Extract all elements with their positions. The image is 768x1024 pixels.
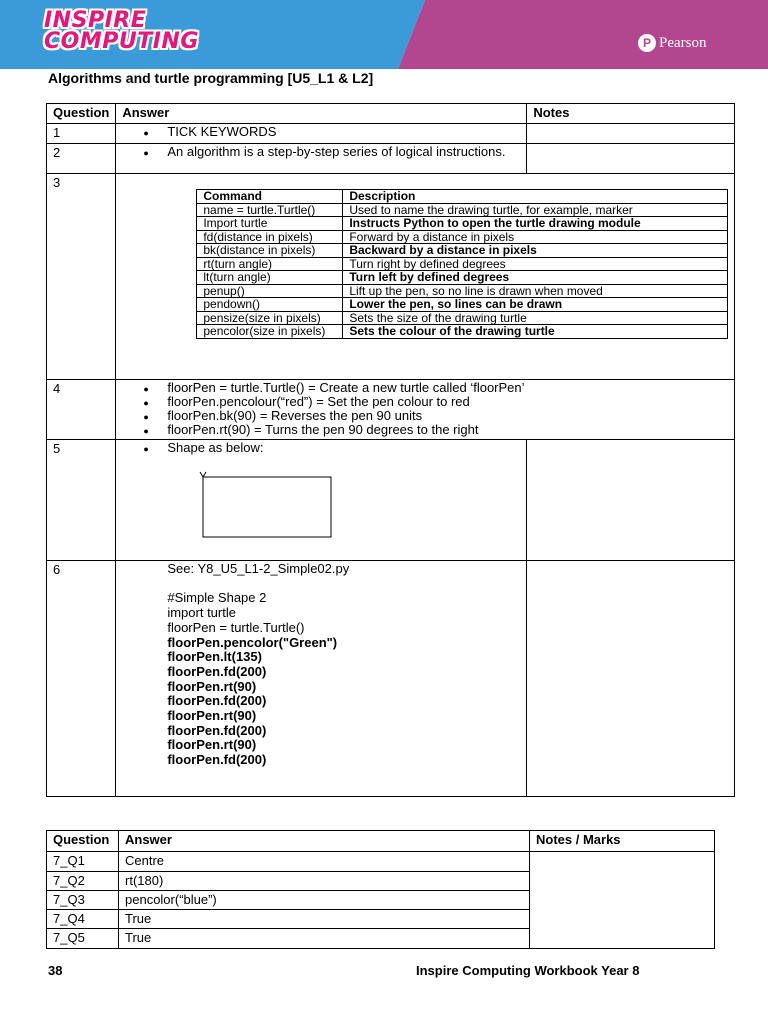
notes-cell: [530, 852, 715, 949]
header-notes: Notes: [527, 104, 735, 124]
command-row: [197, 257, 728, 271]
command-cell: fd(distance in pixels): [197, 230, 343, 244]
code-line: floorPen.pencolor("Green"): [167, 634, 338, 650]
answer-cell: [116, 124, 527, 144]
notes-cell: [527, 561, 735, 797]
question-id: 7_Q4: [47, 910, 119, 929]
code-line: floorPen.fd(200): [167, 722, 267, 738]
code-line: floorPen = turtle.Turtle(): [167, 619, 305, 635]
question-number: 5: [47, 440, 116, 561]
answers-table: [46, 103, 735, 797]
question-id: 7_Q1: [47, 852, 119, 872]
description-cell: Sets the colour of the drawing turtle: [343, 325, 728, 339]
answer-cell: Centre: [119, 852, 530, 872]
command-cell: name = turtle.Turtle(): [197, 203, 343, 217]
header-answer: Answer: [116, 104, 527, 124]
pearson-logo: [638, 34, 707, 52]
answer-cell: [116, 144, 527, 174]
command-row: [197, 271, 728, 285]
code-line: floorPen.fd(200): [167, 663, 267, 679]
notes-cell: [527, 440, 735, 561]
question-id: 7_Q3: [47, 891, 119, 910]
command-row: [197, 244, 728, 258]
description-cell: Turn left by defined degrees: [343, 271, 728, 285]
code-line: floorPen.rt(90): [167, 678, 257, 694]
answer-cell: [116, 174, 735, 380]
command-cell: pencolor(size in pixels): [197, 325, 343, 339]
question-number: 1: [47, 124, 116, 144]
notes-cell: [527, 144, 735, 174]
pearson-wordmark: Pearson: [659, 34, 707, 51]
list-item: ● Shape as below:: [167, 441, 520, 455]
question-number: 3: [47, 174, 116, 380]
footer-title: Inspire Computing Workbook Year 8: [416, 963, 640, 978]
question-id: 7_Q2: [47, 872, 119, 891]
header-question: Question: [47, 831, 119, 852]
command-row: [197, 217, 728, 231]
code-line: floorPen.fd(200): [167, 752, 267, 768]
pearson-icon: P: [638, 34, 656, 52]
page-title: Algorithms and turtle programming [U5_L1 & L2]: [48, 70, 374, 86]
list-item: ● An algorithm is a step-by-step series of logical instructions.: [167, 145, 520, 159]
description-header: Description: [343, 190, 728, 204]
header-notes-marks: Notes / Marks: [530, 831, 715, 852]
answer-cell: [116, 440, 527, 561]
description-cell: Backward by a distance in pixels: [343, 244, 728, 258]
code-line: import turtle: [167, 605, 236, 621]
table-row: [47, 852, 715, 872]
question-number: 2: [47, 144, 116, 174]
answer-cell: rt(180): [119, 872, 530, 891]
description-cell: Forward by a distance in pixels: [343, 230, 728, 244]
answer-cell: True: [119, 929, 530, 949]
answer-cell: True: [119, 910, 530, 929]
answer-cell: [116, 380, 735, 440]
question-number: 4: [47, 380, 116, 440]
table-row: [47, 380, 735, 440]
code-line: floorPen.rt(90): [167, 708, 257, 724]
code-listing: [122, 562, 520, 768]
rectangle-shape: [198, 467, 338, 547]
command-cell: lt(turn angle): [197, 271, 343, 285]
command-table: [196, 189, 728, 339]
description-cell: Turn right by defined degrees: [343, 257, 728, 271]
list-item: ● TICK KEYWORDS: [167, 125, 520, 139]
description-cell: Instructs Python to open the turtle drawing module: [343, 217, 728, 231]
answer-cell: pencolor(“blue”): [119, 891, 530, 910]
table-row: [47, 174, 735, 380]
command-row: [197, 325, 728, 339]
question-number: 6: [47, 561, 116, 797]
list-item: ● floorPen.rt(90) = Turns the pen 90 degrees to the right: [167, 423, 728, 437]
arrow-icon: [200, 472, 206, 477]
list-item: ● floorPen = turtle.Turtle() = Create a new turtle called ‘floorPen’: [167, 381, 728, 395]
table-row: [47, 124, 735, 144]
description-cell: Sets the size of the drawing turtle: [343, 311, 728, 325]
command-cell: pensize(size in pixels): [197, 311, 343, 325]
code-line: floorPen.lt(135): [167, 649, 262, 665]
shape-drawing: [122, 455, 520, 545]
description-cell: Lower the pen, so lines can be drawn: [343, 298, 728, 312]
command-cell: pendown(): [197, 298, 343, 312]
description-cell: Used to name the drawing turtle, for example, marker: [343, 203, 728, 217]
command-row: [197, 298, 728, 312]
table-row: [47, 440, 735, 561]
table-row: [47, 561, 735, 797]
command-row: [197, 284, 728, 298]
header-question: Question: [47, 104, 116, 124]
code-line: floorPen.fd(200): [167, 693, 267, 709]
code-comment: #Simple Shape 2: [167, 590, 267, 606]
quiz-table: [46, 830, 715, 949]
page-number: 38: [48, 963, 63, 978]
question-id: 7_Q5: [47, 929, 119, 949]
answer-cell: [116, 561, 527, 797]
header-banner: [0, 0, 768, 69]
command-cell: rt(turn angle): [197, 257, 343, 271]
header-answer: Answer: [119, 831, 530, 852]
list-item: ● floorPen.bk(90) = Reverses the pen 90 units: [167, 409, 728, 423]
description-cell: Lift up the pen, so no line is drawn when moved: [343, 284, 728, 298]
file-reference: See: Y8_U5_L1-2_Simple02.py: [167, 561, 350, 576]
code-line: floorPen.rt(90): [167, 737, 257, 753]
command-header: Command: [197, 190, 343, 204]
command-cell: Import turtle: [197, 217, 343, 231]
notes-cell: [527, 124, 735, 144]
command-row: [197, 203, 728, 217]
command-row: [197, 230, 728, 244]
command-cell: bk(distance in pixels): [197, 244, 343, 258]
command-row: [197, 311, 728, 325]
inspire-computing-logo: INSPIRE COMPUTING: [44, 8, 199, 54]
command-cell: penup(): [197, 284, 343, 298]
list-item: ● floorPen.pencolour(“red”) = Set the pen colour to red: [167, 395, 728, 409]
table-row: [47, 144, 735, 174]
